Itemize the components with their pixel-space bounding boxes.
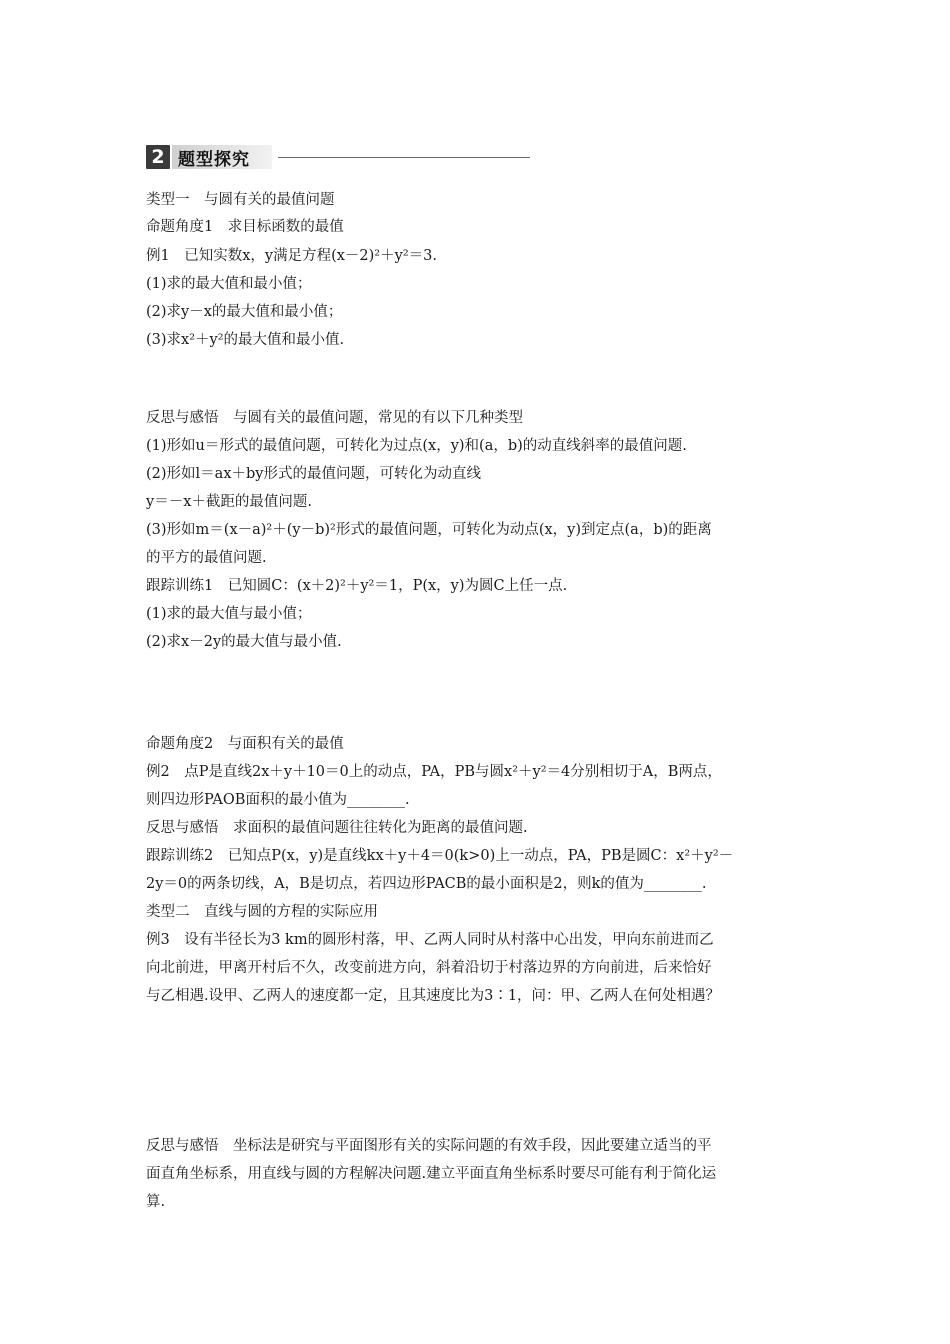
section-number-badge: 2 [146,145,170,169]
example-1-part-3: (3)求x²＋y²的最大值和最小值. [146,332,345,348]
reflection-1-item-1: (1)形如u＝形式的最值问题，可转化为过点(x，y)和(a，b)的动直线斜率的最值问题. [146,438,687,454]
section-header [146,144,530,170]
example-3: 例3 设有半径长为3 km的圆形村落，甲、乙两人同时从村落中心出发，甲向东前进而乙 [146,932,714,948]
reflection-1-item-3-cont: 的平方的最值问题. [146,550,267,566]
example-3-cont-1: 向北前进，甲离开村后不久，改变前进方向，斜着沿切于村落边界的方向前进，后来恰好 [146,960,712,976]
section-title-bar [172,145,272,169]
practice-1: 跟踪训练1 已知圆C：(x＋2)²＋y²＝1，P(x，y)为圆C上任一点. [146,578,568,594]
reflection-3-cont-2: 算. [146,1194,166,1210]
example-3-cont-2: 与乙相遇.设甲、乙两人的速度都一定，且其速度比为3∶1，问：甲、乙两人在何处相遇？ [146,988,721,1004]
reflection-1-title: 反思与感悟 与圆有关的最值问题，常见的有以下几种类型 [146,410,523,426]
example-1-part-2: (2)求y－x的最大值和最小值； [146,304,343,320]
angle-two-heading: 命题角度2 与面积有关的最值 [146,736,344,752]
practice-1-part-1: (1)求的最大值与最小值； [146,606,312,622]
section-title: 题型探究 [178,149,250,170]
angle-one-heading: 命题角度1 求目标函数的最值 [146,219,344,235]
practice-1-part-2: (2)求x－2y的最大值与最小值. [146,634,342,650]
section-rule [278,157,530,158]
example-2: 例2 点P是直线2x＋y＋10＝0上的动点，PA，PB与圆x²＋y²＝4分别相切于A，B两点， [146,764,722,780]
example-1: 例1 已知实数x，y满足方程(x－2)²＋y²＝3. [146,248,437,264]
reflection-3-cont-1: 面直角坐标系，用直线与圆的方程解决问题.建立平面直角坐标系时要尽可能有利于简化运 [146,1166,717,1182]
type-two-heading: 类型二 直线与圆的方程的实际应用 [146,904,378,920]
reflection-1-item-2: (2)形如l＝ax＋by形式的最值问题，可转化为动直线 [146,466,481,482]
type-one-heading: 类型一 与圆有关的最值问题 [146,192,335,208]
reflection-1-item-3: (3)形如m＝(x－a)²＋(y－b)²形式的最值问题，可转化为动点(x，y)到定点(a，b)的距离 [146,522,712,538]
practice-2: 跟踪训练2 已知点P(x，y)是直线kx＋y＋4＝0(k>0)上一动点，PA，PB是圆C：x²＋y²－ [146,848,734,864]
example-1-part-1: (1)求的最大值和最小值； [146,276,312,292]
reflection-2: 反思与感悟 求面积的最值问题往往转化为距离的最值问题. [146,820,528,836]
reflection-3: 反思与感悟 坐标法是研究与平面图形有关的实际问题的有效手段，因此要建立适当的平 [146,1138,712,1154]
reflection-1-item-2-cont: y＝－x＋截距的最值问题. [146,494,312,510]
example-2-cont: 则四边形PAOB面积的最小值为________. [146,792,410,808]
practice-2-cont: 2y＝0的两条切线，A，B是切点，若四边形PACB的最小面积是2，则k的值为________. [146,876,707,892]
